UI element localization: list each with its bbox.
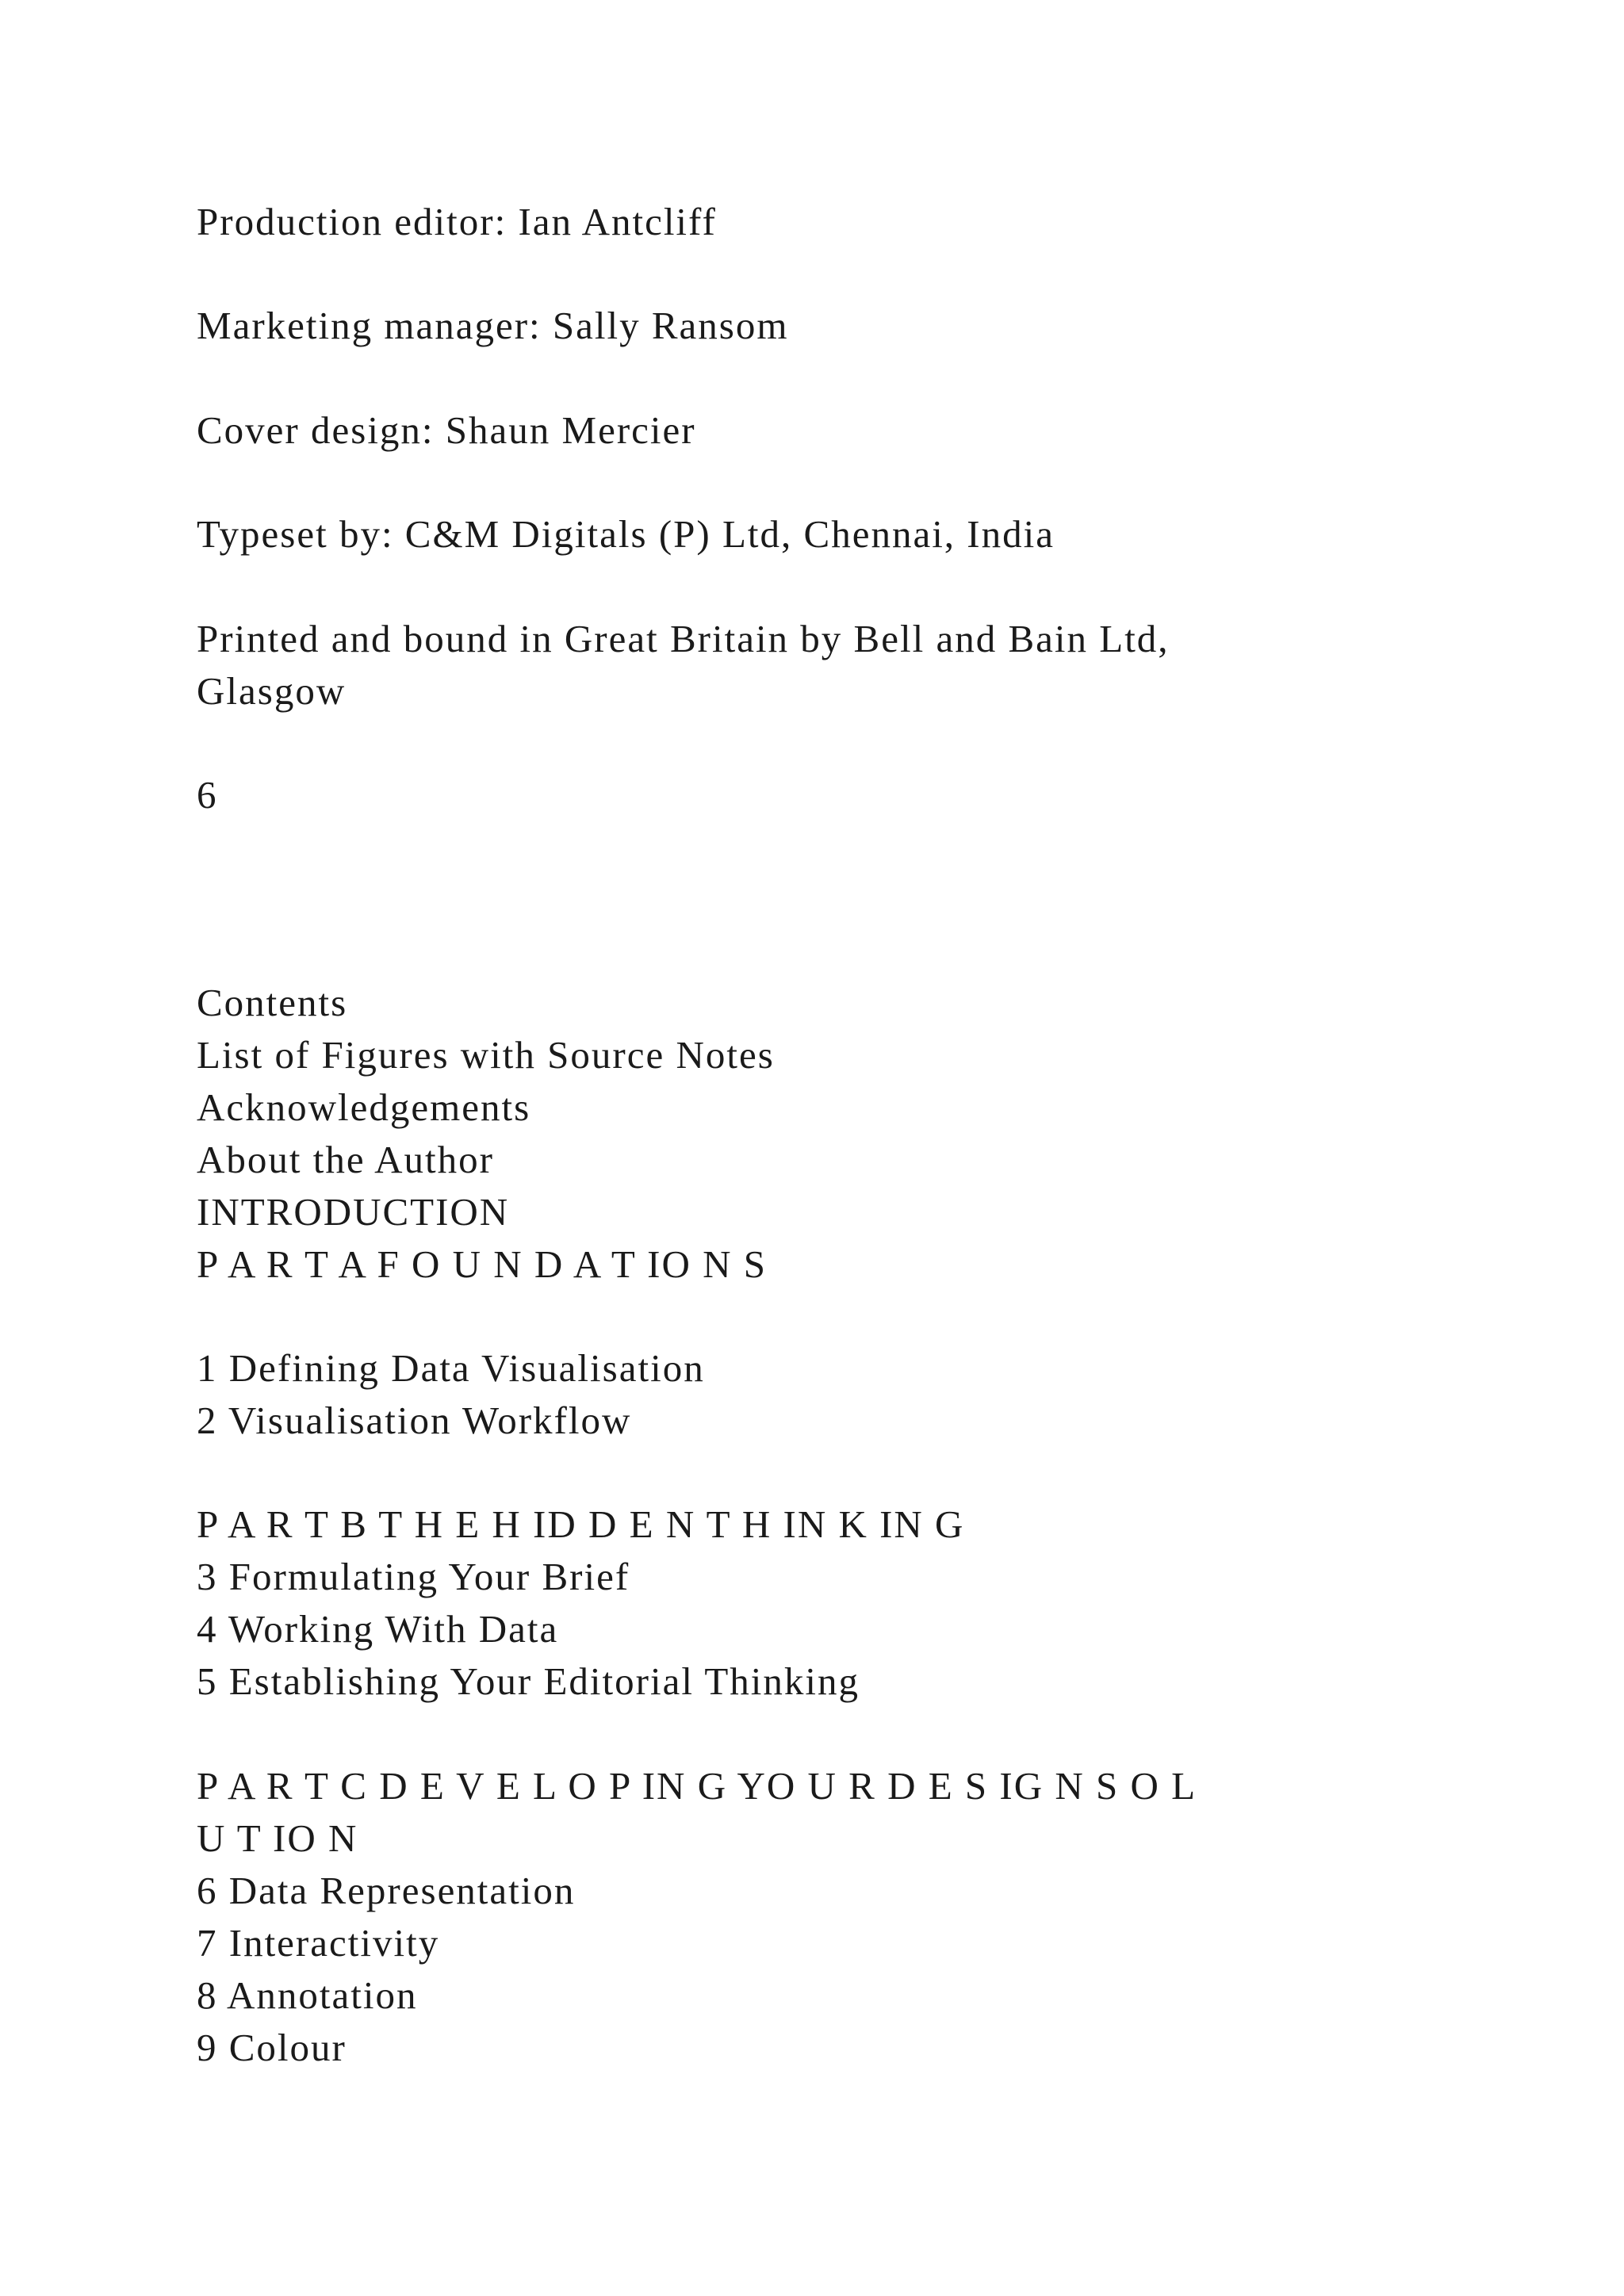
toc-chapter: 9 Colour [197, 2026, 347, 2069]
credit-production-editor: Production editor: Ian Antcliff [197, 200, 717, 243]
credit-printed-by-continued: Glasgow [197, 669, 347, 713]
toc-part-title: P A R T C D E V E L O P IN G YO U R D E S IG N S O L [197, 1764, 1197, 1808]
toc-part-title: P A R T A F O U N D A T IO N S [197, 1242, 768, 1286]
toc-chapter: 4 Working With Data [197, 1607, 559, 1651]
toc-chapter: 5 Establishing Your Editorial Thinking [197, 1659, 860, 1703]
toc-part-title-continued: U T IO N [197, 1816, 358, 1860]
toc-chapter: 8 Annotation [197, 1973, 418, 2017]
toc-chapter: 2 Visualisation Workflow [197, 1399, 632, 1442]
credit-cover-design: Cover design: Shaun Mercier [197, 408, 696, 452]
page-number: 6 [197, 773, 218, 817]
toc-entry: About the Author [197, 1138, 494, 1181]
credit-marketing-manager: Marketing manager: Sally Ransom [197, 304, 789, 347]
toc-chapter: 6 Data Representation [197, 1869, 576, 1912]
credit-typeset-by: Typeset by: C&M Digitals (P) Ltd, Chennai, India [197, 512, 1055, 556]
toc-entry: INTRODUCTION [197, 1190, 510, 1234]
toc-entry: Acknowledgements [197, 1085, 531, 1129]
toc-chapter: 3 Formulating Your Brief [197, 1555, 630, 1598]
credit-printed-by: Printed and bound in Great Britain by Bell and Bain Ltd, [197, 617, 1170, 660]
toc-entry: List of Figures with Source Notes [197, 1033, 775, 1077]
toc-chapter: 1 Defining Data Visualisation [197, 1346, 705, 1390]
toc-chapter: 7 Interactivity [197, 1921, 440, 1965]
contents-heading: Contents [197, 981, 348, 1024]
toc-part-title: P A R T B T H E H ID D E N T H IN K IN G [197, 1502, 965, 1546]
